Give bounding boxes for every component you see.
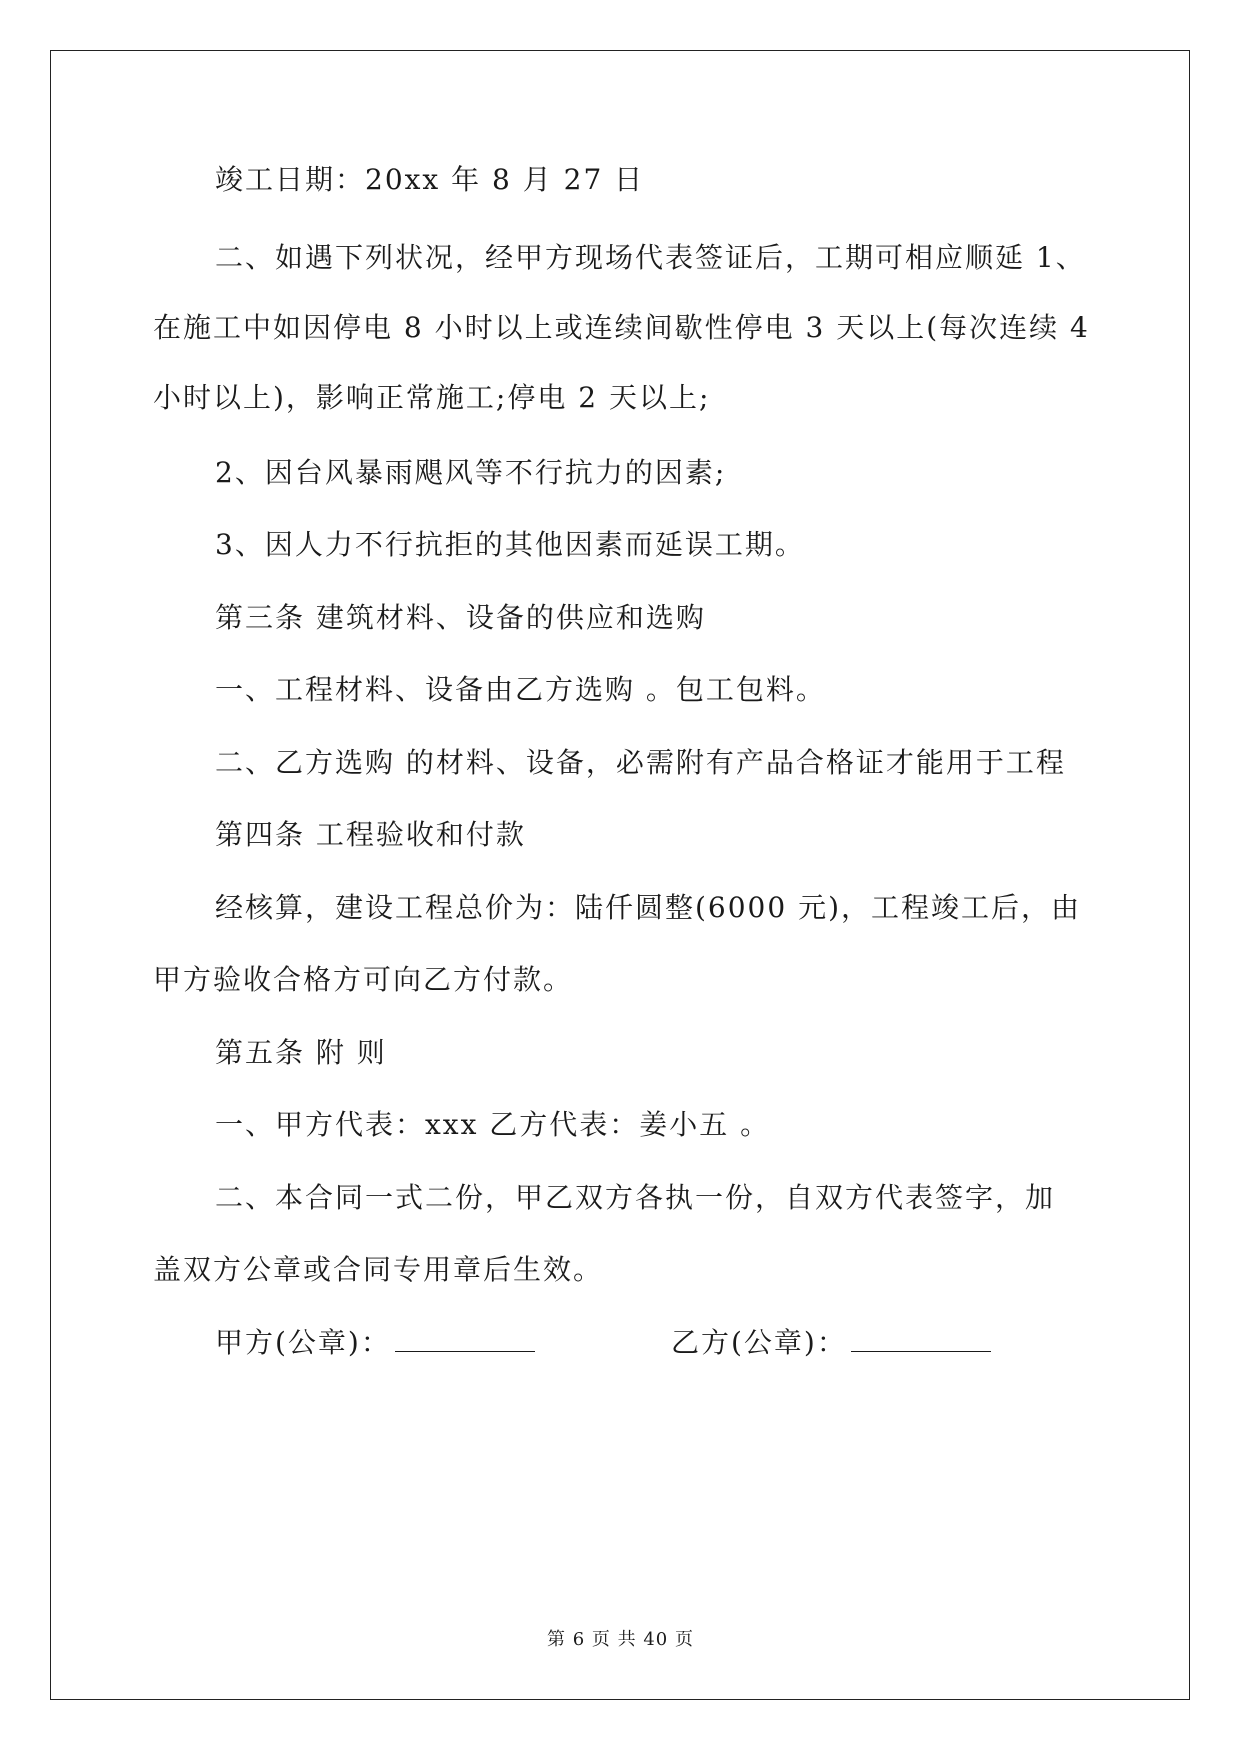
paragraph-line: 在施工中如因停电 8 小时以上或连续间歇性停电 3 天以上(每次连续 4 xyxy=(153,311,1090,344)
page-border xyxy=(50,50,1190,1700)
party-a-label: 甲方(公章)： xyxy=(215,1326,391,1359)
article-heading: 第三条 建筑材料、设备的供应和选购 xyxy=(215,601,706,634)
party-b-blank-line xyxy=(851,1325,991,1352)
party-a-signature xyxy=(215,1323,535,1363)
page-number-footer: 第 6 页 共 40 页 xyxy=(547,1629,694,1650)
paragraph-line: 二、乙方选购 的材料、设备，必需附有产品合格证才能用于工程 xyxy=(215,746,1066,779)
paragraph-line: 甲方验收合格方可向乙方付款。 xyxy=(153,963,574,996)
paragraph-line: 一、工程材料、设备由乙方选购 。包工包料。 xyxy=(215,673,826,706)
paragraph-line: 一、甲方代表：xxx 乙方代表：姜小五 。 xyxy=(215,1108,771,1141)
paragraph-line: 2、因台风暴雨飓风等不行抗力的因素; xyxy=(215,456,727,489)
party-b-label: 乙方(公章)： xyxy=(671,1326,847,1359)
paragraph-line: 3、因人力不行抗拒的其他因素而延误工期。 xyxy=(215,528,805,561)
paragraph-line: 二、如遇下列状况，经甲方现场代表签证后，工期可相应顺延 1、 xyxy=(215,241,1086,274)
paragraph-line: 盖双方公章或合同专用章后生效。 xyxy=(153,1253,604,1286)
article-heading: 第四条 工程验收和付款 xyxy=(215,818,526,851)
paragraph-line: 经核算，建设工程总价为：陆仟圆整(6000 元)，工程竣工后，由 xyxy=(215,891,1082,924)
article-heading: 第五条 附 则 xyxy=(215,1036,387,1069)
party-a-blank-line xyxy=(395,1325,535,1352)
paragraph-line: 二、本合同一式二份，甲乙双方各执一份，自双方代表签字，加 xyxy=(215,1181,1056,1214)
paragraph-line: 小时以上)，影响正常施工;停电 2 天以上; xyxy=(153,381,711,414)
party-b-signature xyxy=(671,1323,991,1363)
completion-date-line: 竣工日期：20xx 年 8 月 27 日 xyxy=(215,163,645,196)
